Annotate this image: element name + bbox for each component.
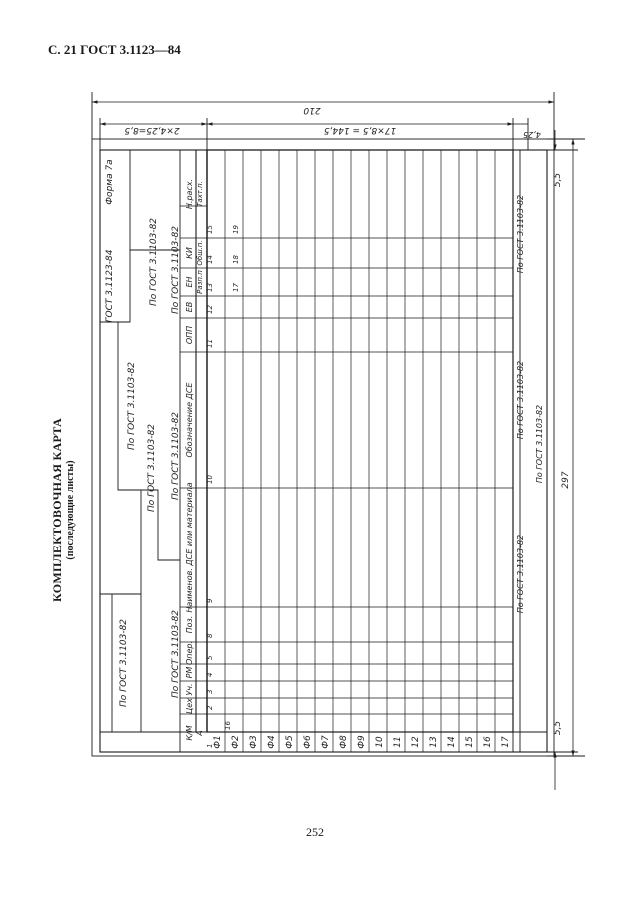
row-label: 16 xyxy=(483,736,493,748)
column-header-label: ЕН xyxy=(185,276,194,288)
ref-stair-2: По ГОСТ 3.1103-82 xyxy=(147,423,157,513)
table-grid xyxy=(180,150,513,752)
row-label: 13 xyxy=(429,736,439,748)
column-header-label: Уч. xyxy=(185,683,194,696)
row-label: 14 xyxy=(447,736,457,748)
row-label: Ф9 xyxy=(357,735,367,749)
column-number: 8 xyxy=(206,633,214,638)
dim-width-text: 210 xyxy=(303,105,321,115)
ref-bottom-right: По ГОСТ 3.1103-82 xyxy=(516,194,525,274)
dim-top-margin-text: 5,5 xyxy=(553,172,563,188)
page-header: С. 21 ГОСТ 3.1123—84 xyxy=(48,42,181,57)
column-number: 14 xyxy=(206,255,214,264)
column-number: 12 xyxy=(206,305,214,314)
row-label: Ф5 xyxy=(285,735,295,749)
column-number: 1 xyxy=(206,743,214,748)
column-header-label: Цех xyxy=(185,698,194,714)
column-header-label: К/М xyxy=(185,725,194,741)
column-number-extra: 18 xyxy=(232,255,240,264)
row-label: Ф2 xyxy=(231,735,241,749)
dim-rows-text: 17×8,5 = 144,5 xyxy=(323,125,397,135)
column-number: 9 xyxy=(206,598,214,603)
ref-top-right: По ГОСТ 3.1103-82 xyxy=(149,217,159,307)
side-title-sub: (последующие листы) xyxy=(65,460,76,560)
column-header-sub: А xyxy=(195,730,204,736)
column-header-sub: Обш.п. xyxy=(196,240,204,266)
column-number-b: 16 xyxy=(224,721,232,730)
column-number: 4 xyxy=(206,672,214,677)
dim-bottom-margin-text: 5,5 xyxy=(553,720,563,736)
page-number: 252 xyxy=(306,825,324,839)
row-label: Ф7 xyxy=(321,735,331,749)
row-label: 15 xyxy=(465,736,475,748)
row-label: Ф6 xyxy=(303,735,313,749)
column-header-sub: Тахт.п. xyxy=(196,181,204,207)
sheet-frame xyxy=(92,139,554,756)
column-header-sub: Разп.п xyxy=(196,270,204,294)
row-label: 12 xyxy=(411,736,421,748)
ref-stair-1: По ГОСТ 3.1103-82 xyxy=(127,361,137,451)
ref-bottom-left: По ГОСТ 3.1103-82 xyxy=(516,534,525,614)
title-standard: ГОСТ 3.1123-84 xyxy=(105,249,115,323)
column-number-extra: 19 xyxy=(232,225,240,234)
column-number: 11 xyxy=(206,339,214,348)
ref-row-a: По ГОСТ 3.1103-82 xyxy=(171,609,181,699)
row-label: Ф4 xyxy=(267,735,277,749)
dim-height-text: 297 xyxy=(561,471,571,489)
column-number: 3 xyxy=(206,689,214,694)
ref-stair-3: По ГОСТ 3.1103-82 xyxy=(171,411,181,501)
ref-left-box: По ГОСТ 3.1103-82 xyxy=(119,618,129,708)
column-header-label: КИ xyxy=(185,247,194,259)
row-label: 10 xyxy=(375,736,385,748)
column-number: 13 xyxy=(206,283,214,292)
column-header-label: Опер. xyxy=(185,640,194,666)
row-label: 11 xyxy=(393,736,403,748)
column-number-extra: 17 xyxy=(232,283,240,292)
column-header-label: РМ xyxy=(185,666,194,679)
column-header-label: Поз. xyxy=(185,615,194,634)
side-title-main: КОМПЛЕКТОВОЧНАЯ КАРТА xyxy=(50,418,64,602)
column-headers xyxy=(185,179,240,748)
ref-outside-bottom: По ГОСТ 3.1103-82 xyxy=(535,404,544,484)
column-header-label: ОПП xyxy=(185,325,194,345)
row-label: 17 xyxy=(501,736,511,748)
ref-bottom-mid: По ГОСТ 3.1103-82 xyxy=(516,360,525,440)
form-border xyxy=(100,150,547,752)
row-label: Ф1 xyxy=(213,735,223,749)
column-number: 5 xyxy=(206,655,214,660)
row-labels xyxy=(213,735,511,749)
row-label: Ф3 xyxy=(249,735,259,749)
column-header-label: Наименов. ДСЕ или материала xyxy=(185,482,194,613)
dim-left-text: 2×4,25=8,5 xyxy=(124,125,180,135)
title-form: Форма 7а xyxy=(105,159,115,205)
column-number: 15 xyxy=(206,225,214,234)
ref-mid-right: По ГОСТ 3.1103-82 xyxy=(171,225,181,315)
column-header-label: ЕВ xyxy=(185,301,194,313)
column-header-label: Н.расх. xyxy=(185,178,194,210)
column-number: 2 xyxy=(206,705,214,710)
row-label: Ф8 xyxy=(339,735,349,749)
dim-small-text: 4,25 xyxy=(523,130,541,139)
column-number: 10 xyxy=(206,475,214,484)
data-area-frame xyxy=(207,150,513,732)
column-header-label: Обозначение ДСЕ xyxy=(185,382,194,458)
